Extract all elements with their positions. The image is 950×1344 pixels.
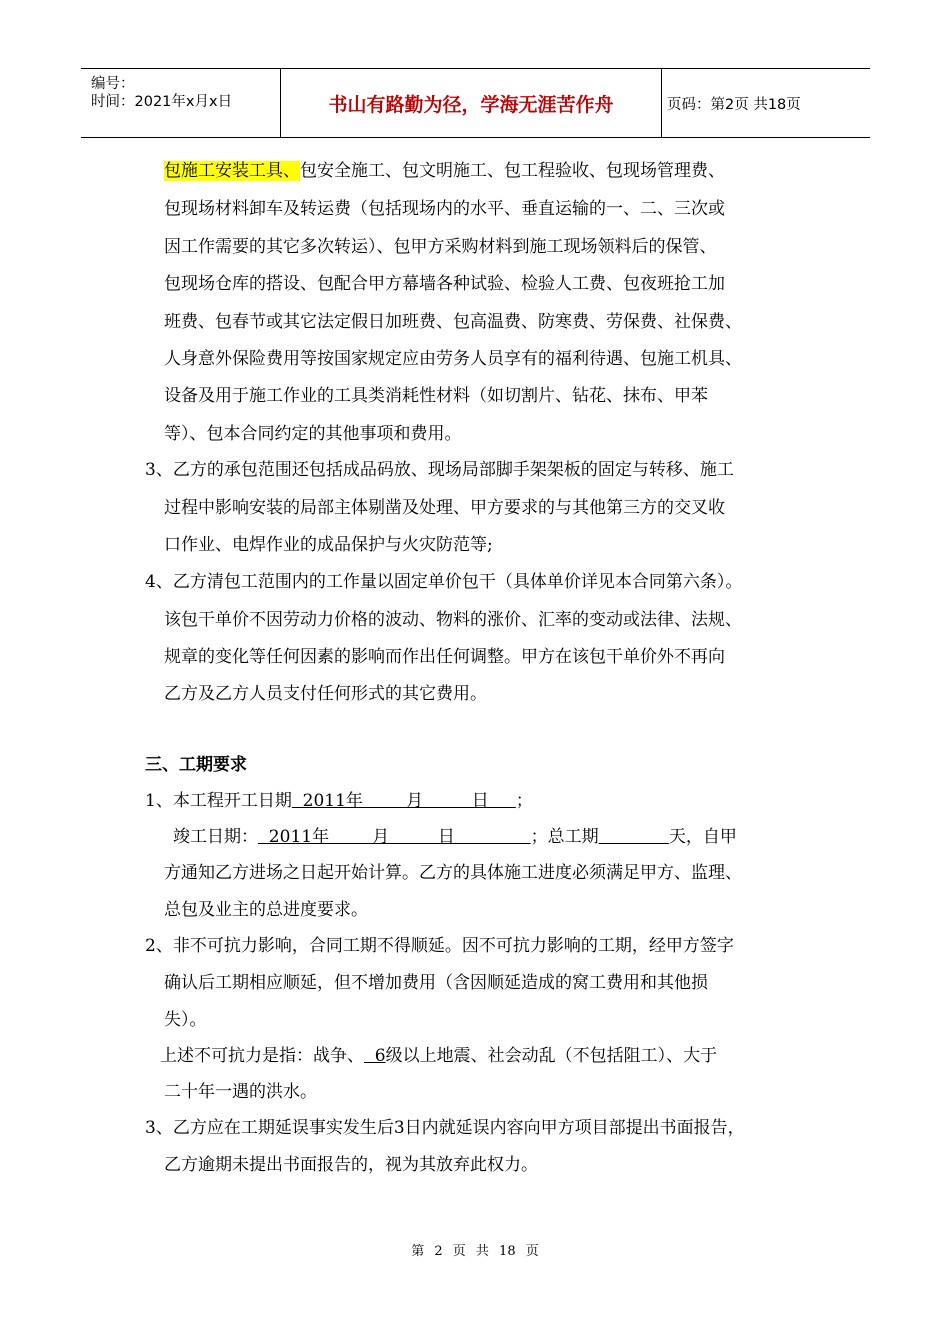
body-line: 总包及业主的总进度要求。 — [164, 900, 368, 920]
header-meta — [81, 69, 280, 137]
highlighted-text: 包施工安装工具、 — [164, 161, 300, 181]
body-line: 乙方逾期未提出书面报告的，视为其放弃此权力。 — [164, 1155, 538, 1175]
body-line: 等）、包本合同约定的其他事项和费用。 — [164, 424, 462, 444]
body-line: 包现场仓库的搭设、包配合甲方幕墙各种试验、检验人工费、包夜班抢工加 — [164, 274, 725, 294]
body-line: 方通知乙方进场之日起开始计算。乙方的具体施工进度必须满足甲方、监理、 — [164, 863, 742, 883]
body-line: 因工作需要的其它多次转运）、包甲方采购材料到施工现场领料后的保管、 — [164, 237, 717, 257]
schedule-completion-line — [173, 826, 737, 848]
list-item-3: 3、乙方的承包范围还包括成品码放、现场局部脚手架架板的固定与转移、施工 — [145, 460, 734, 480]
body-text: 级以上地震、社会动乱（不包括阻工）、大于 — [385, 1046, 718, 1066]
body-line — [164, 160, 725, 182]
force-majeure-line — [160, 1045, 717, 1067]
body-line: 乙方及乙方人员支付任何形式的其它费用。 — [164, 684, 487, 704]
page-footer: 第 2 页 共 18 页 — [411, 1244, 539, 1259]
list-item-3: 3、乙方应在工期延误事实发生后3日内就延误内容向甲方项目部提出书面报告， — [145, 1118, 745, 1138]
body-line: 二十年一遇的洪水。 — [164, 1082, 317, 1102]
body-line: 规章的变化等任何因素的影响而作出任何调整。甲方在该包干单价外不再向 — [164, 647, 725, 667]
body-line: 人身意外保险费用等按国家规定应由劳务人员享有的福利待遇、包施工机具、 — [164, 349, 742, 369]
start-date-blank: 2011年 月 日 — [291, 791, 516, 811]
list-item-2: 2、非不可抗力影响，合同工期不得顺延。因不可抗力影响的工期，经甲方签字 — [145, 936, 734, 956]
body-text: 竣工日期： — [173, 827, 258, 847]
total-duration-blank — [599, 827, 669, 847]
body-line: 失）。 — [164, 1010, 207, 1030]
page-header — [81, 68, 870, 138]
header-motto: 书山有路勤为径，学海无涯苦作舟 — [328, 93, 614, 116]
magnitude-blank: 6 — [364, 1046, 386, 1066]
header-page-info: 页码：第2页 共18页 — [667, 96, 801, 113]
header-divider — [661, 69, 662, 137]
body-line: 确认后工期相应顺延，但不增加费用（含因顺延造成的窝工费用和其他损 — [164, 973, 708, 993]
body-line: 过程中影响安装的局部主体剔凿及处理、甲方要求的与其他第三方的交叉收 — [164, 498, 725, 518]
body-line: 设备及用于施工作业的工具类消耗性材料（如切割片、钻花、抹布、甲苯 — [164, 386, 708, 406]
body-line: 该包干单价不因劳动力价格的波动、物料的涨价、汇率的变动或法律、法规、 — [164, 610, 742, 630]
list-item-4: 4、乙方清包工范围内的工作量以固定单价包干（具体单价详见本合同第六条）。 — [145, 572, 743, 592]
body-text: 上述不可抗力是指：战争、 — [160, 1046, 364, 1066]
document-number-label: 编号： — [91, 76, 135, 92]
section-title: 三、工期要求 — [145, 755, 247, 775]
body-text: 1、本工程开工日期 — [145, 791, 292, 811]
body-line: 口作业、电焊作业的成品保护与火灾防范等; — [164, 535, 493, 555]
body-text: 天，自甲 — [668, 827, 737, 847]
body-text: ； — [515, 791, 533, 811]
body-text: ；总工期 — [530, 827, 599, 847]
body-line: 班费、包春节或其它法定假日加班费、包高温费、防寒费、劳保费、社保费、 — [164, 312, 742, 332]
body-text: 包安全施工、包文明施工、包工程验收、包现场管理费、 — [300, 161, 725, 181]
completion-date-blank: 2011年 月 日 — [258, 827, 531, 847]
schedule-start-line — [145, 790, 533, 812]
body-line: 包现场材料卸车及转运费（包括现场内的水平、垂直运输的一、二、三次或 — [164, 199, 725, 219]
document-date-label: 时间：2021年x月x日 — [91, 94, 233, 110]
